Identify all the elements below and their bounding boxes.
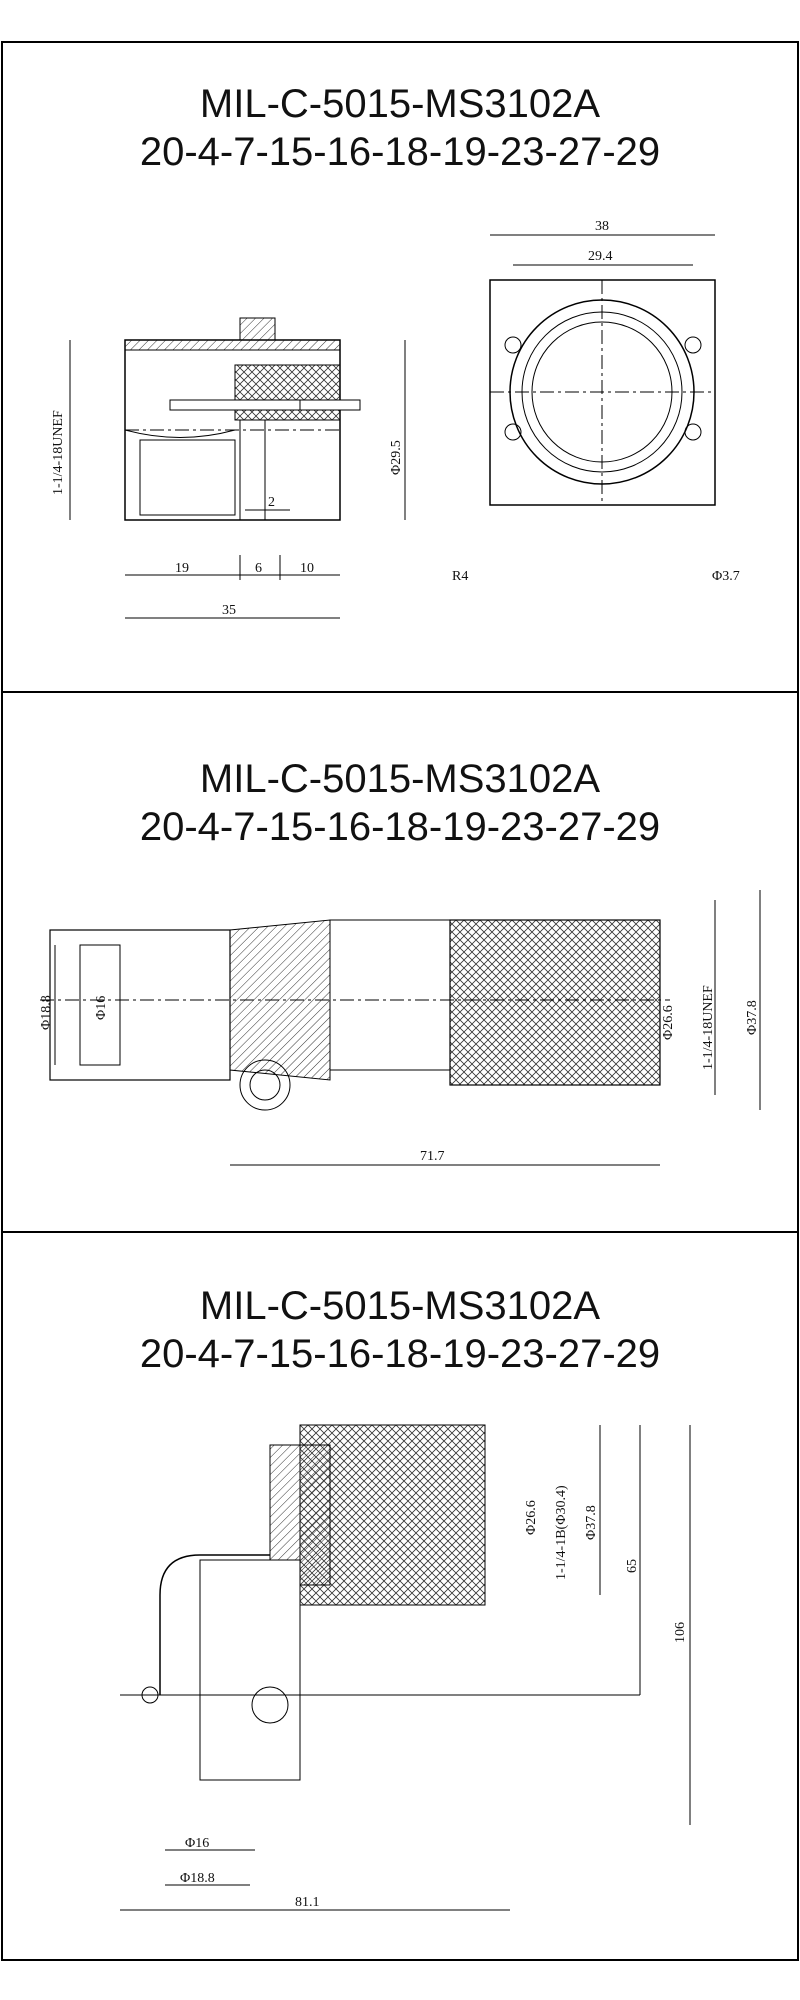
dim-19: 19	[175, 561, 189, 576]
panel3-connector	[120, 1425, 640, 1780]
panel2-title-line1: MIL-C-5015-MS3102A	[199, 757, 601, 801]
dim-thread-label: 1-1/4-18UNEF	[701, 985, 716, 1070]
dim-81-1: 81.1	[295, 1895, 320, 1910]
dim-dia-26-6: Φ26.6	[524, 1500, 539, 1535]
panel2-connector	[40, 920, 670, 1110]
dim-r4: R4	[452, 569, 469, 584]
dim-38: 38	[595, 219, 609, 234]
panel2-title-line2: 20-4-7-15-16-18-19-23-27-29	[139, 805, 661, 849]
dim-65: 65	[625, 1559, 640, 1573]
dim-6: 6	[255, 561, 262, 576]
dim-dia-16: Φ16	[94, 995, 109, 1020]
dim-dia-18-8: Φ18.8	[180, 1871, 215, 1886]
panel1-title-line2: 20-4-7-15-16-18-19-23-27-29	[139, 130, 661, 174]
dim-dia-29-5: Φ29.5	[389, 440, 404, 475]
panel3-title-line1: MIL-C-5015-MS3102A	[199, 1284, 601, 1328]
dim-29-4: 29.4	[588, 249, 613, 264]
dim-dia-37-8: Φ37.8	[584, 1505, 599, 1540]
panel3-title-line2: 20-4-7-15-16-18-19-23-27-29	[139, 1332, 661, 1376]
dim-thread-label: 1-1/4-1B(Φ30.4)	[554, 1485, 569, 1580]
dim-106: 106	[673, 1622, 688, 1643]
panel2-drawing	[0, 880, 800, 1210]
panel1-front-view	[490, 280, 715, 505]
dim-dia-18-8: Φ18.8	[39, 995, 54, 1030]
panel3-drawing	[0, 1405, 800, 1945]
panel1-drawing	[0, 200, 800, 630]
dim-71-7: 71.7	[420, 1149, 445, 1164]
dim-dia-16: Φ16	[185, 1836, 210, 1851]
dim-10: 10	[300, 561, 314, 576]
dim-hole-3-7: Φ3.7	[712, 569, 740, 584]
dim-dia-26-6: Φ26.6	[661, 1005, 676, 1040]
dim-thread-label: 1-1/4-18UNEF	[51, 410, 66, 495]
panel1-title-line1: MIL-C-5015-MS3102A	[199, 82, 601, 126]
panel1-side-view	[125, 318, 360, 520]
dim-2: 2	[268, 495, 275, 510]
dim-dia-37-8: Φ37.8	[745, 1000, 760, 1035]
dim-35: 35	[222, 603, 236, 618]
